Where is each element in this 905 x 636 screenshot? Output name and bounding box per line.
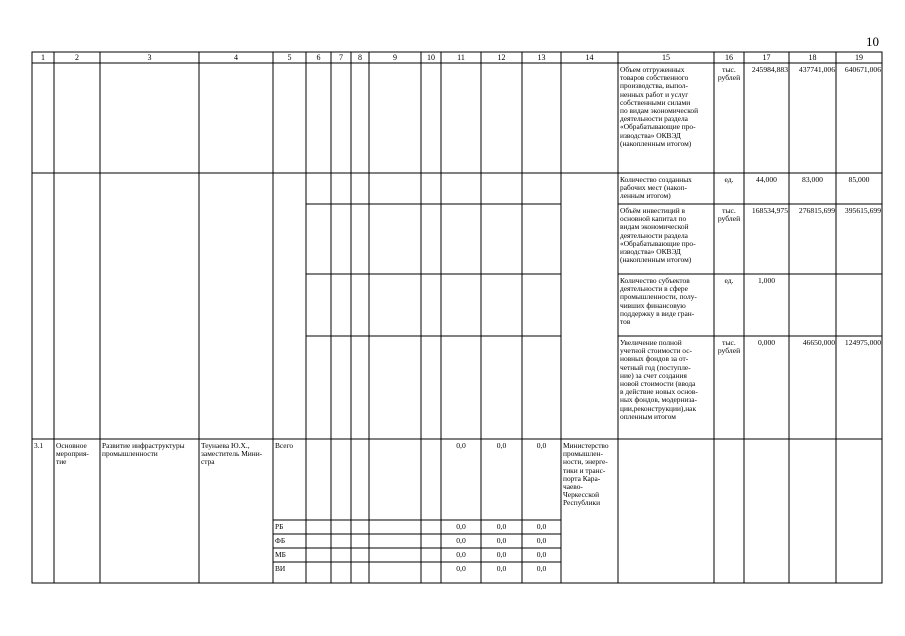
funding-value-13: 0,0: [536, 441, 547, 450]
funding-value-13: 0,0: [536, 536, 547, 545]
column-number-13: 13: [537, 53, 546, 62]
funding-value-13: 0,0: [536, 564, 547, 573]
activity-number: 3.1: [34, 441, 44, 450]
activity-executor: Министерство промышлен- ности, энерге- тики и транс- порта Кара- чаево- Черкесской Республики: [563, 441, 609, 508]
column-number-3: 3: [147, 53, 152, 62]
indicator-value-18: 276815,699: [798, 206, 835, 215]
funding-source: ФБ: [275, 536, 286, 545]
column-number-18: 18: [808, 53, 817, 62]
funding-source: Всего: [275, 441, 294, 450]
page-number: 10: [866, 34, 879, 49]
funding-value-12: 0,0: [496, 550, 507, 559]
indicator-unit: ед.: [724, 276, 734, 285]
indicator-unit: тыс. рублей: [717, 338, 741, 355]
column-number-12: 12: [497, 53, 506, 62]
column-number-16: 16: [725, 53, 733, 62]
indicator-name: Количество созданных рабочих мест (накоп- ленным итогом): [620, 175, 692, 201]
column-number-14: 14: [585, 53, 594, 62]
funding-value-12: 0,0: [496, 564, 507, 573]
column-number-9: 9: [393, 53, 397, 62]
funding-value-11: 0,0: [456, 550, 466, 559]
indicator-name: Объем отгруженных товаров собственного производства, выпол- ненных работ и услуг собственными силами по видам экономической деятельности раздела «Обрабатывающие про- изводства» ОКВЭД (накопленным итогом): [620, 65, 699, 148]
column-number-7: 7: [339, 53, 343, 62]
indicator-value-17: 1,000: [757, 276, 776, 285]
funding-source: РБ: [275, 522, 284, 531]
indicator-name: Увеличение полной учетной стоимости ос- новных фондов за от- четный год (поступле- ние) за счет создания новой стоимости (ввода в действие новых основ- ных фондов, модерниза- ции,реконструкции),нак опленным итогом: [620, 338, 698, 421]
indicator-name: Количество субъектов деятельности в сфере промышленности, полу- чивших финансовую поддержку в виде гран- тов: [620, 276, 697, 327]
indicator-value-19: 640671,006: [844, 65, 881, 74]
column-number-6: 6: [316, 53, 321, 62]
funding-value-11: 0,0: [456, 536, 466, 545]
column-number-4: 4: [234, 53, 238, 62]
indicator-value-19: 85,000: [848, 175, 870, 184]
activity-responsible: Теунаева Ю.Х., заместитель Мини- стра: [201, 441, 263, 467]
indicator-value-18: 46650,000: [802, 338, 835, 347]
funding-source: МБ: [275, 550, 286, 559]
indicator-unit: ед.: [724, 175, 734, 184]
funding-value-11: 0,0: [456, 564, 466, 573]
funding-value-11: 0,0: [456, 441, 466, 450]
funding-value-12: 0,0: [496, 522, 507, 531]
indicator-unit: тыс. рублей: [717, 65, 741, 82]
column-number-17: 17: [762, 53, 771, 62]
indicator-unit: тыс. рублей: [717, 206, 741, 223]
column-number-5: 5: [287, 53, 292, 62]
indicator-value-17: 44,000: [756, 175, 777, 184]
funding-source: ВИ: [275, 564, 286, 573]
indicator-value-18: 437741,006: [798, 65, 835, 74]
indicator-name: Объём инвестиций в основной капитал по видам экономической деятельности раздела «Обрабатывающие про- изводства» ОКВЭД (накопленным итогом): [620, 206, 696, 265]
column-number-2: 2: [75, 53, 79, 62]
indicator-value-17: 245984,883: [751, 65, 788, 74]
column-number-1: 1: [41, 53, 45, 62]
funding-value-12: 0,0: [496, 441, 507, 450]
column-number-19: 19: [855, 53, 863, 62]
indicator-value-19: 124975,000: [844, 338, 881, 347]
column-number-10: 10: [427, 53, 435, 62]
activity-type: Основное мероприя- тие: [56, 441, 89, 467]
column-number-15: 15: [662, 53, 670, 62]
indicator-value-18: 83,000: [802, 175, 823, 184]
column-number-11: 11: [457, 53, 465, 62]
indicator-value-17: 0,000: [757, 338, 776, 347]
indicator-value-19: 395615,699: [844, 206, 881, 215]
funding-value-13: 0,0: [536, 522, 547, 531]
indicator-value-17: 168534,975: [751, 206, 788, 215]
column-number-8: 8: [358, 53, 362, 62]
funding-value-11: 0,0: [456, 522, 466, 531]
activity-name: Развитие инфраструктуры промышленности: [102, 441, 185, 459]
funding-value-12: 0,0: [496, 536, 507, 545]
funding-value-13: 0,0: [536, 550, 547, 559]
